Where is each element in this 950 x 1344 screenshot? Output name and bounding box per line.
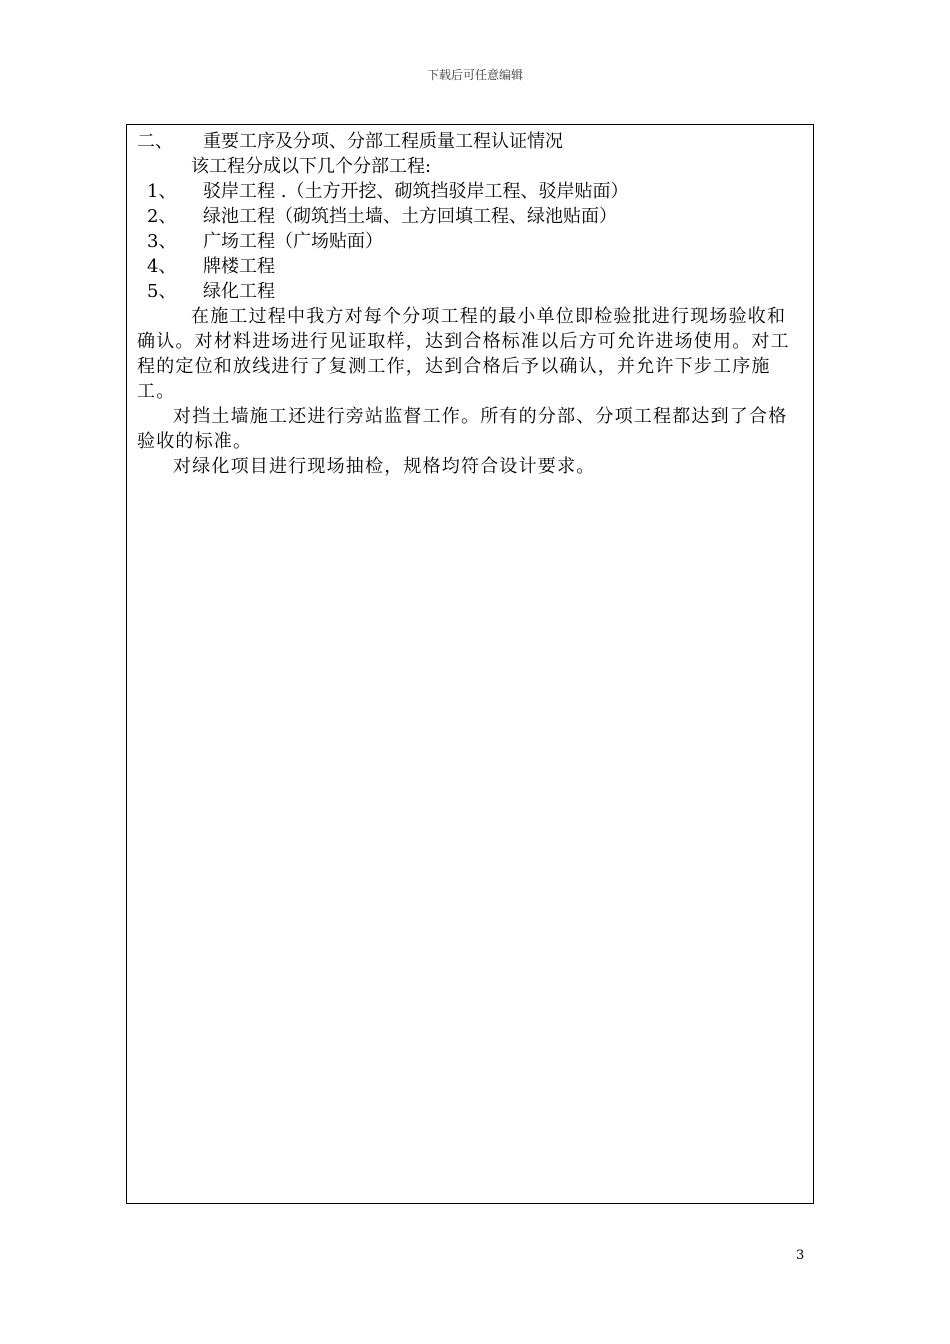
list-item-text: 广场工程（广场贴面） — [203, 231, 383, 252]
list-item — [137, 204, 803, 229]
list-item — [137, 279, 803, 304]
body-paragraph: 对挡土墙施工还进行旁站监督工作。所有的分部、分项工程都达到了合格验收的标准。 — [137, 406, 788, 452]
body-paragraph: 在施工过程中我方对每个分项工程的最小单位即检验批进行现场验收和确认。对材料进场进行见证取样，达到合格标准以后方可允许进场使用。对工程的定位和放线进行了复测工作，达到合格后予以确认，并允许下步工序施工。 — [137, 306, 790, 402]
list-item-text: 牌楼工程 — [203, 256, 275, 277]
list-item-text: 绿池工程（砌筑挡土墙、土方回填工程、绿池贴面） — [203, 206, 617, 227]
section-number: 二、 — [137, 131, 173, 152]
body-paragraph: 对绿化项目进行现场抽检，规格均符合设计要求。 — [173, 456, 596, 477]
intro-line: 该工程分成以下几个分部工程: — [191, 156, 432, 177]
section-heading — [137, 129, 803, 154]
list-item-number: 1、 — [147, 181, 177, 202]
list-item-number: 5、 — [147, 281, 177, 302]
list-item-text: 绿化工程 — [203, 281, 275, 302]
list-item-number: 2、 — [147, 206, 177, 227]
page-number: 3 — [796, 1248, 805, 1263]
section-title: 重要工序及分项、分部工程质量工程认证情况 — [203, 131, 563, 152]
list-item-number: 3、 — [147, 231, 177, 252]
list-item — [137, 179, 803, 204]
list-item — [137, 254, 803, 279]
list-item-number: 4、 — [147, 256, 177, 277]
list-item — [137, 229, 803, 254]
list-item-text: 驳岸工程 .（土方开挖、砌筑挡驳岸工程、驳岸贴面） — [203, 181, 629, 202]
content-box — [126, 124, 814, 1204]
page-header: 下载后可任意编辑 — [426, 68, 523, 82]
